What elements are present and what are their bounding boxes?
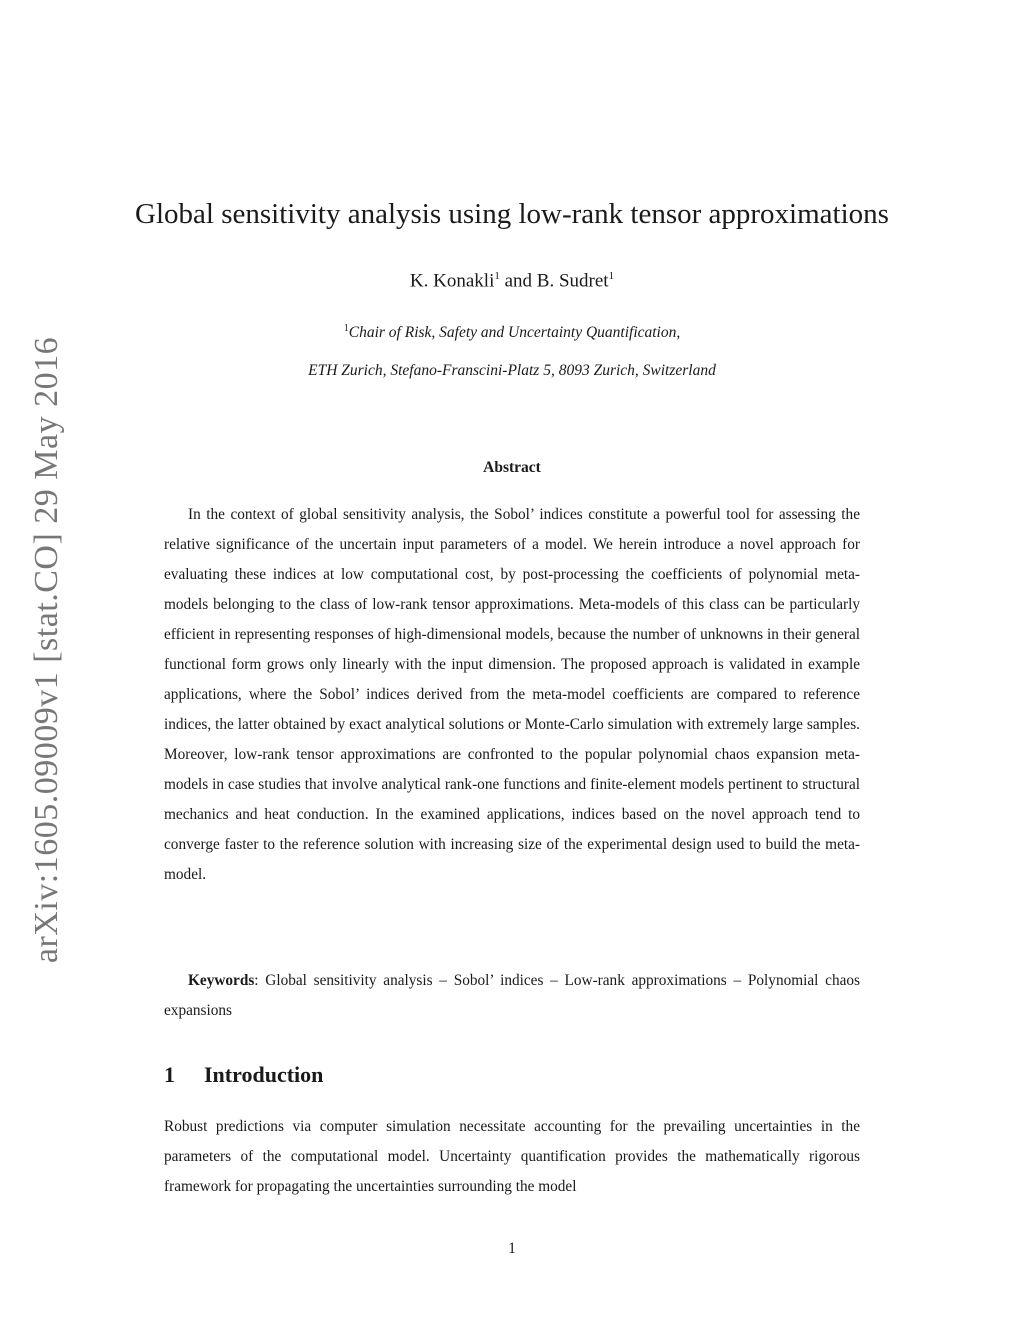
arxiv-identifier-text: arXiv:1605.09009v1 [stat.CO] 29 May 2016 [28, 336, 65, 964]
paper-title: Global sensitivity analysis using low-rank tensor approximations [135, 198, 889, 230]
section-heading [164, 1062, 860, 1088]
author-conjunction: and [504, 270, 533, 292]
page-number: 1 [508, 1240, 516, 1257]
section-title: Introduction [204, 1062, 324, 1087]
affiliation-superscript: 1 [494, 270, 500, 282]
keywords-list: : Global sensitivity analysis – Sobol’ indices – Low-rank approximations – Polynomial chaos expansions [164, 972, 860, 1019]
arxiv-identifier-stamp [20, 336, 74, 964]
abstract-heading: Abstract [483, 459, 541, 476]
author-list [100, 270, 924, 292]
author-name: B. Sudret [536, 270, 609, 292]
keywords-label: Keywords [188, 972, 255, 989]
affiliation-institution: Chair of Risk, Safety and Uncertainty Quantification, [348, 324, 681, 342]
keywords-paragraph [164, 966, 860, 1026]
introduction-text: Robust predictions via computer simulation necessitate accounting for the prevailing uncertainties in the parameters of the computational model. Uncertainty quantification provides the mathematically rigorous framework for propagating the uncertainties surrounding the model [164, 1118, 860, 1195]
affiliation-superscript: 1 [608, 270, 615, 282]
author-name: K. Konakli [409, 270, 495, 292]
affiliation-marker: 1 [343, 323, 349, 334]
abstract-text: In the context of global sensitivity analysis, the Sobol’ indices constitute a powerful tool for assessing the relative significance of the uncertain input parameters of a model. We herein introduce a novel approach for evaluating these indices at low computational cost, by post-processing the coefficients of polynomial meta-models belonging to the class of low-rank tensor approximations. Meta-models of this class can be particularly efficient in representing responses of high-dimensional models, because the number of unknowns in their general functional form grows only linearly with the input dimension. The proposed approach is validated in example applications, where the Sobol’ indices derived from the meta-model coefficients are compared to reference indices, the latter obtained by exact analytical solutions or Monte-Carlo simulation with extremely large samples. Moreover, low-rank tensor approximations are confronted to the popular polynomial chaos expansion meta-models in case studies that involve analytical rank-one functions and finite-element models pertinent to structural mechanics and heat conduction. In the examined applications, indices based on the novel approach tend to converge faster to the reference solution with increasing size of the experimental design used to build the meta-model. [164, 506, 860, 883]
affiliation-address: ETH Zurich, Stefano-Franscini-Platz 5, 8093 Zurich, Switzerland [308, 362, 716, 379]
section-number: 1 [164, 1062, 175, 1087]
affiliation-line [100, 323, 924, 342]
